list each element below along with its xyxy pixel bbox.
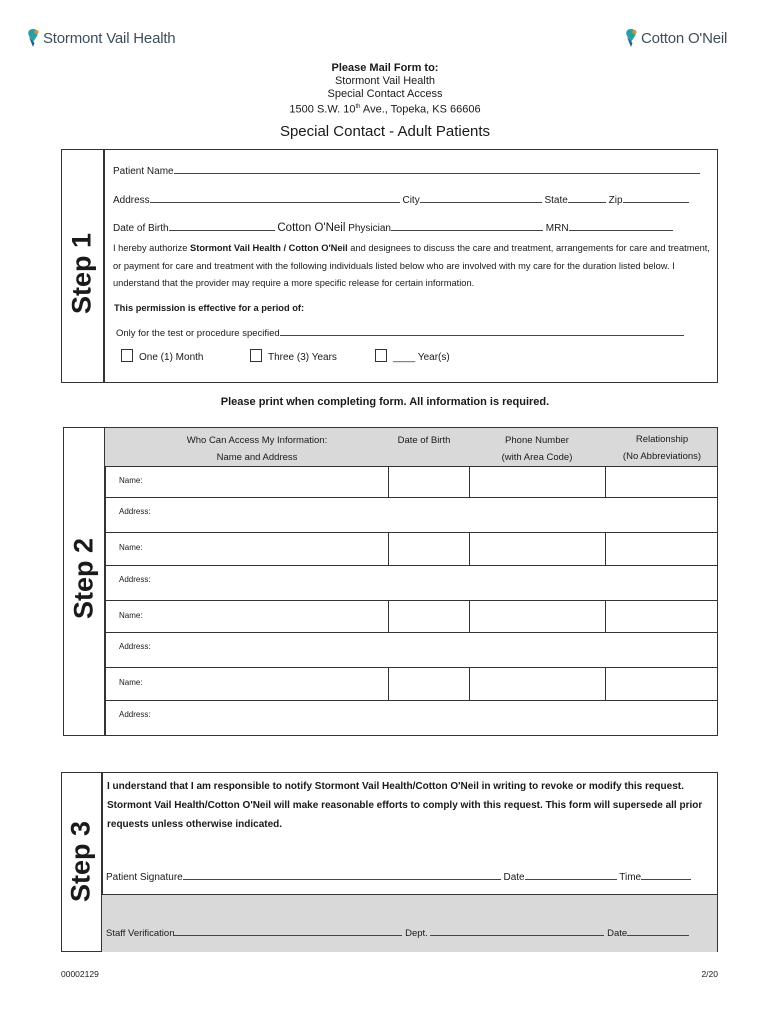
contact-3-phone[interactable] [469, 600, 606, 633]
step3-label: Step 3 [65, 820, 96, 903]
stormont-vail-logo-text: Stormont Vail Health [43, 29, 176, 47]
contact-4-phone[interactable] [469, 667, 606, 701]
dob-field[interactable]: Date of Birth [113, 223, 275, 234]
contact-4-address[interactable]: Address: [105, 700, 718, 736]
staff-verification-area [102, 894, 717, 952]
option-one-month[interactable]: One (1) Month [121, 349, 203, 363]
print-note: Please print when completing form. All information is required. [220, 396, 550, 408]
contact-2-dob[interactable] [388, 532, 470, 566]
revocation-statement: I understand that I am responsible to notify Stormont Vail Health/Cotton O'Neil in writing to revoke or modify this request. Stormont Vail Health/Cotton O'Neil will make reasonable efforts to comply with this request. This form will supersede all prior requests unless otherwise indicated. [107, 781, 703, 830]
permission-heading: This permission is effective for a period of: [114, 303, 305, 313]
page-title: Special Contact - Adult Patients [279, 123, 491, 140]
contact-2-address[interactable]: Address: [105, 565, 718, 601]
contact-3-address[interactable]: Address: [105, 632, 718, 668]
authorization-text: I hereby authorize Stormont Vail Health / Cotton O'Neil and designees to discuss the care and treatment, arrangements for care and treatment, or payment for care and treatment with the following individuals listed below who are involved with my care for the duration listed below. I understand that the provider may require a more specific release for certain information. [113, 243, 710, 288]
contact-1-address[interactable]: Address: [105, 497, 718, 533]
step1-label: Step 1 [66, 232, 97, 315]
checkbox-icon[interactable] [375, 349, 387, 362]
header-phone: Phone Number (with Area Code) [501, 435, 573, 463]
staff-verification-field[interactable]: Staff Verification [106, 928, 402, 939]
signature-row [106, 870, 691, 883]
stormont-vail-logo [26, 28, 175, 48]
contact-1-phone[interactable] [469, 466, 606, 498]
contact-2-name[interactable]: Name: [105, 532, 389, 566]
signature-date-field[interactable]: Date [504, 872, 617, 883]
mail-line-3: 1500 S.W. 10th Ave., Topeka, KS 66606 [289, 103, 481, 116]
contact-1-name[interactable]: Name: [105, 466, 389, 498]
dob-row [113, 221, 673, 234]
only-test-field[interactable]: Only for the test or procedure specified [116, 326, 684, 339]
mrn-field[interactable]: MRN [546, 223, 673, 234]
contact-1-dob[interactable] [388, 466, 470, 498]
cotton-oneil-logo-text: Cotton O'Neil [641, 29, 728, 47]
mail-line-2: Special Contact Access [327, 88, 443, 100]
option-years[interactable]: ____ Year(s) [375, 349, 450, 363]
contact-4-name[interactable]: Name: [105, 667, 389, 701]
contact-4-relationship[interactable] [605, 667, 718, 701]
checkbox-icon[interactable] [250, 349, 262, 362]
staff-row [106, 926, 689, 939]
revision-date: 2/20 [701, 969, 718, 979]
header-dob: Date of Birth [397, 435, 451, 446]
contact-4-dob[interactable] [388, 667, 470, 701]
ribbon-logo-icon [26, 28, 40, 48]
dept-field[interactable]: Dept. [405, 928, 604, 939]
mailing-address [0, 62, 770, 117]
staff-date-field[interactable]: Date [607, 928, 689, 939]
contact-2-phone[interactable] [469, 532, 606, 566]
state-field[interactable]: State [544, 195, 605, 206]
cotton-oneil-logo [624, 28, 727, 48]
contact-2-relationship[interactable] [605, 532, 718, 566]
physician-field[interactable]: Cotton O'Neil Physician [277, 223, 543, 234]
ribbon-logo-icon [624, 28, 638, 48]
zip-field[interactable]: Zip [609, 195, 689, 206]
address-row [113, 193, 689, 206]
address-field[interactable]: Address [113, 195, 400, 206]
mail-heading: Please Mail Form to: [331, 62, 439, 74]
mail-line-1: Stormont Vail Health [334, 75, 436, 87]
form-number: 00002129 [61, 969, 99, 979]
option-three-years[interactable]: Three (3) Years [250, 349, 337, 363]
contact-3-relationship[interactable] [605, 600, 718, 633]
step2-label: Step 2 [68, 537, 99, 620]
contact-1-relationship[interactable] [605, 466, 718, 498]
checkbox-icon[interactable] [121, 349, 133, 362]
header-relationship: Relationship (No Abbreviations) [622, 434, 702, 462]
header-who: Who Can Access My Information: Name and Address [186, 435, 328, 463]
city-field[interactable]: City [402, 195, 541, 206]
contact-3-dob[interactable] [388, 600, 470, 633]
patient-name-field[interactable]: Patient Name [113, 164, 700, 177]
contact-3-name[interactable]: Name: [105, 600, 389, 633]
signature-time-field[interactable]: Time [619, 872, 691, 883]
patient-signature-field[interactable]: Patient Signature [106, 872, 501, 883]
